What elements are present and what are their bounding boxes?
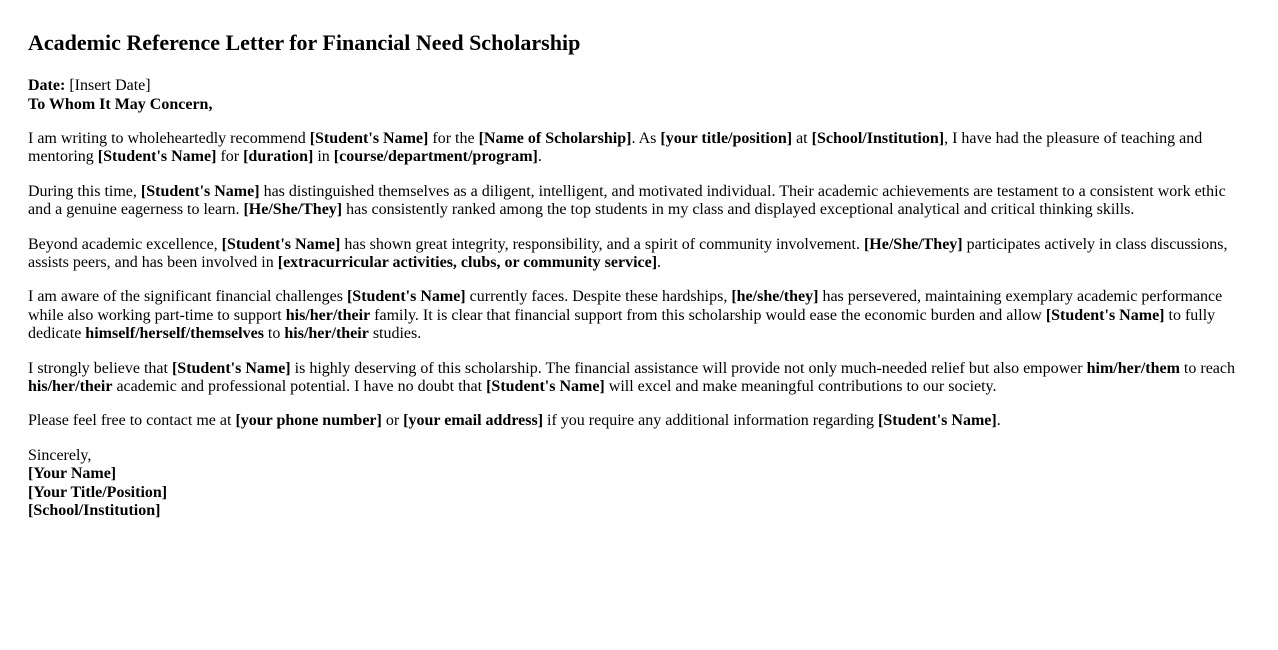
signature-line (28, 502, 1238, 520)
text-run: for the (428, 130, 479, 148)
bold-text-run: his/her/their (28, 377, 113, 395)
bold-text-run: [He/She/They] (243, 201, 343, 219)
signature-line (28, 484, 1238, 502)
text-run: Sincerely, (28, 446, 92, 464)
text-run: [Insert Date] (65, 77, 151, 95)
signature-line (28, 447, 1238, 465)
meta-line (28, 96, 1238, 114)
text-run: to reach (1179, 359, 1235, 377)
bold-text-run: [Student's Name] (171, 359, 291, 377)
letter-title: Academic Reference Letter for Financial Need Scholarship (28, 30, 581, 55)
bold-text-run: [duration] (243, 148, 314, 166)
bold-text-run: [Student's Name] (140, 182, 260, 200)
meta-line (28, 77, 1238, 95)
bold-text-run: [Name of Scholarship] (478, 130, 632, 148)
text-run: in (313, 148, 334, 166)
bold-text-run: Date: (28, 77, 66, 95)
bold-text-run: To Whom It May Concern, (28, 95, 213, 113)
bold-text-run: him/her/them (1086, 359, 1180, 377)
text-run: academic and professional potential. I have no doubt that (112, 377, 487, 395)
bold-text-run: [your phone number] (235, 412, 382, 430)
text-run: has distinguished themselves as a diligent, intelligent, and motivated individual. Their academic achievements are testament to a consistent work ethic and a genuine eagerness to learn. (28, 182, 1226, 219)
text-run: . (996, 412, 1001, 430)
text-run: to fully dedicate (28, 306, 1216, 343)
signature-line (28, 465, 1238, 483)
bold-text-run: [extracurricular activities, clubs, or community service] (277, 254, 658, 272)
text-run: will excel and make meaningful contributions to our society. (604, 377, 997, 395)
text-run: I am writing to wholeheartedly recommend (28, 130, 310, 148)
bold-text-run: [School/Institution] (28, 501, 161, 519)
bold-text-run: [your title/position] (660, 130, 793, 148)
text-run: , I have had the pleasure of teaching and mentoring (28, 130, 1203, 166)
text-run: currently faces. Despite these hardships, (465, 288, 732, 306)
bold-text-run: [School/Institution] (811, 130, 945, 148)
text-run: . (537, 148, 542, 166)
text-run: has shown great integrity, responsibility, and a spirit of community involvement. (340, 235, 864, 253)
bold-text-run: [Student's Name] (1045, 306, 1165, 324)
text-run: is highly deserving of this scholarship. The financial assistance will provide not only much-needed relief but also empower (290, 359, 1087, 377)
body-paragraph (28, 412, 1238, 430)
body-paragraph (28, 288, 1238, 343)
letter-signature-block (28, 447, 1238, 521)
bold-text-run: his/her/their (284, 325, 369, 343)
bold-text-run: [Your Title/Position] (28, 483, 168, 501)
text-run: studies. (368, 325, 422, 343)
body-paragraph (28, 130, 1238, 167)
text-run: at (792, 130, 812, 148)
text-run: family. It is clear that financial support from this scholarship would ease the economic burden and allow (370, 306, 1046, 324)
body-paragraph (28, 236, 1238, 273)
text-run: participates actively in class discussions, assists peers, and has been involved in (28, 235, 1228, 272)
text-run: for (216, 148, 244, 166)
text-run: During this time, (28, 182, 141, 200)
text-run: to (263, 325, 285, 343)
text-run: Please feel free to contact me at (28, 412, 236, 430)
bold-text-run: [Student's Name] (346, 288, 466, 306)
bold-text-run: [course/department/program] (333, 148, 538, 166)
letter-meta-block (28, 77, 1238, 114)
text-run: has consistently ranked among the top students in my class and displayed exceptional analytical and critical thinking skills. (342, 201, 1135, 219)
bold-text-run: himself/herself/themselves (85, 325, 264, 343)
bold-text-run: [Student's Name] (97, 148, 217, 166)
text-run: . As (631, 130, 661, 148)
text-run: I strongly believe that (28, 359, 172, 377)
text-run: I am aware of the significant financial challenges (28, 288, 347, 306)
bold-text-run: [Student's Name] (221, 235, 341, 253)
body-paragraph (28, 360, 1238, 397)
bold-text-run: [he/she/they] (731, 288, 819, 306)
text-run: has persevered, maintaining exemplary academic performance while also working part-time to support (28, 288, 1223, 324)
text-run: if you require any additional information regarding (543, 412, 879, 430)
text-run: . (657, 254, 662, 272)
bold-text-run: [He/She/They] (863, 235, 963, 253)
bold-text-run: [Student's Name] (309, 130, 429, 148)
bold-text-run: [Student's Name] (486, 377, 605, 395)
bold-text-run: [Student's Name] (878, 412, 997, 430)
bold-text-run: [Your Name] (28, 465, 117, 483)
text-run: Beyond academic excellence, (28, 235, 222, 253)
text-run: or (381, 412, 404, 430)
bold-text-run: his/her/their (285, 306, 371, 324)
bold-text-run: [your email address] (403, 412, 544, 430)
body-paragraph (28, 183, 1238, 220)
letter-body (28, 130, 1238, 431)
